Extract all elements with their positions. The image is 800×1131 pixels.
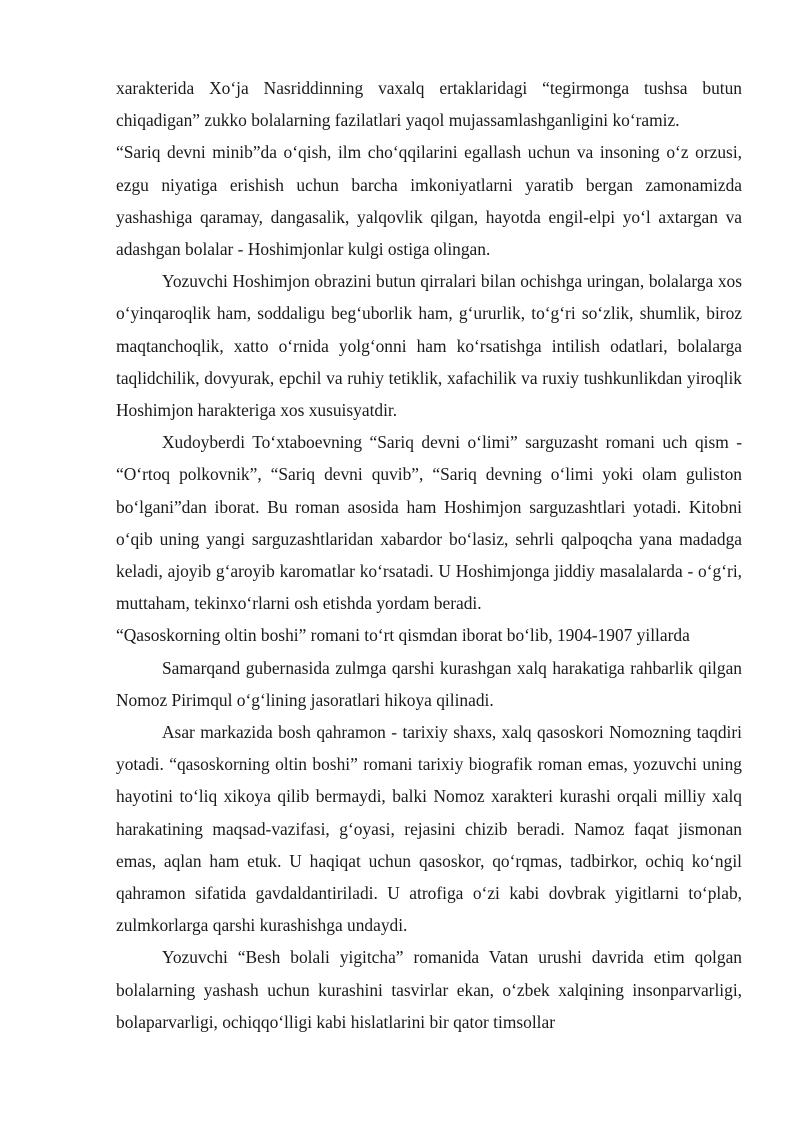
paragraph-7: Asar markazida bosh qahramon - tarixiy shaxs, xalq qasoskori Nomozning taqdiri yotadi. “qasoskorning oltin boshi” romani tarixiy biografik roman emas, yozuvchi uning hayotini to‘liq xikoya qilib bermaydi, balki Nomoz xarakteri kurashi orqali milliy xalq harakatining maqsad-vazifasi, g‘oyasi, rejasini chizib beradi. Namoz faqat jismonan emas, aqlan ham etuk. U haqiqat uchun qasoskor, qo‘rqmas, tadbirkor, ochiq ko‘ngil qahramon sifatida gavdaldantiriladi. U atrofiga o‘zi kabi dovbrak yigitlarni to‘plab, zulmkorlarga qarshi kurashishga undaydi. — [116, 722, 742, 936]
paragraph-6: Samarqand gubernasida zulmga qarshi kurashgan xalq harakatiga rahbarlik qilgan Nomoz Pirimqul o‘g‘lining jasoratlari hikoya qilinadi. — [116, 657, 742, 710]
paragraph-1: xarakterida Xo‘ja Nasriddinning vaxalq ertaklaridagi “tegirmonga tushsa butun chiqadigan” zukko bolalarning fazilatlari yaqol mujassamlashganligini ko‘ramiz. — [116, 78, 742, 131]
paragraph-8: Yozuvchi “Besh bolali yigitcha” romanida Vatan urushi davrida etim qolgan bolalarning yashash uchun kurashini tasvirlar ekan, o‘zbek xalqining insonparvarligi, bolaparvarligi, ochiqqo‘lligi kabi hislatlarini bir qator timsollar — [116, 947, 742, 1032]
body-text — [116, 72, 742, 1038]
paragraph-4: Xudoyberdi To‘xtaboevning “Sariq devni o‘limi” sarguzasht romani uch qism - “O‘rtoq polkovnik”, “Sariq devni quvib”, “Sariq devning o‘limi yoki olam guliston bo‘lgani”dan iborat. Bu roman asosida ham Hoshimjon sarguzashtlari yotadi. Kitobni o‘qib uning yangi sarguzashtlaridan xabardor bo‘lasiz, sehrli qalpoqcha yana madadga keladi, ajoyib g‘aroyib karomatlar ko‘rsatadi. U Hoshimjonga jiddiy masalalarda - o‘g‘ri, muttaham, tekinxo‘rlarni osh etishda yordam beradi. — [116, 432, 742, 614]
paragraph-3: Yozuvchi Hoshimjon obrazini butun qirralari bilan ochishga uringan, bolalarga xos o‘yinqaroqlik ham, soddaligu beg‘uborlik ham, g‘ururlik, to‘g‘ri so‘zlik, shumlik, biroz maqtanchoqlik, xatto o‘rnida yolg‘onni ham ko‘rsatishga intilish odatlari, bolalarga taqlidchilik, dovyurak, epchil va ruhiy tetiklik, xafachilik va ruxiy tushkunlikdan yiroqlik Hoshimjon harakteriga xos xusuisyatdir. — [116, 271, 742, 421]
paragraph-5: “Qasoskorning oltin boshi” romani to‘rt qismdan iborat bo‘lib, 1904-1907 yillarda — [116, 625, 690, 646]
paragraph-2: “Sariq devni minib”da o‘qish, ilm cho‘qqilarini egallash uchun va insoning o‘z orzusi, ezgu niyatiga erishish uchun barcha imkoniyatlarni yaratib bergan zamonamizda yashashiga qaramay, dangasalik, yalqovlik qilgan, hayotda engil-elpi yo‘l axtargan va adashgan bolalar - Hoshimjonlar kulgi ostiga olingan. — [116, 142, 742, 260]
